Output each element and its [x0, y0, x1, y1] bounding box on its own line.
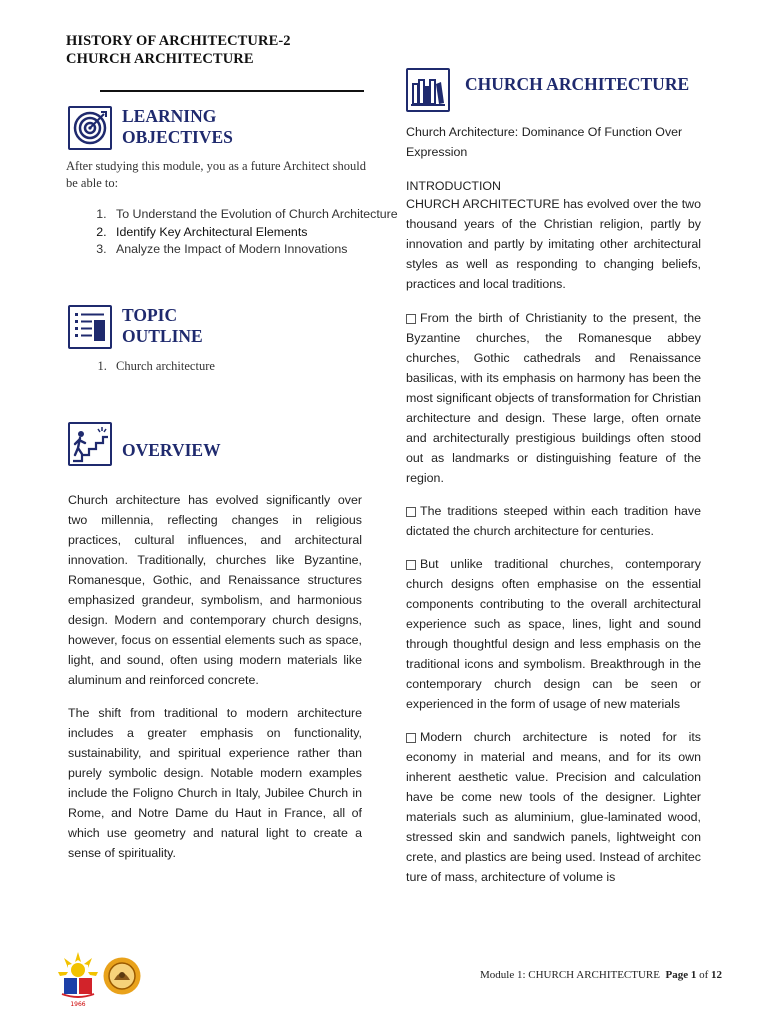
learning-objectives-title [122, 106, 233, 148]
header-module-title: CHURCH ARCHITECTURE [66, 51, 254, 67]
bullet-text: From the birth of Christianity to the present, the Byzantine churches, the Romanesque abbey churches, Gothic cathedrals and Renaissance basilicas, with its emphasis on harmony has been the most significant objects of transformation for Christian architecture and design. These large, often ornate and architecturally prestigious buildings often stood out as landmarks or distinguishing feature of the region. [406, 311, 701, 485]
list-item: 3. Analyze the Impact of Modern Innovations [110, 241, 410, 259]
footer-module: Module 1: CHURCH ARCHITECTURE [480, 969, 660, 981]
bullet-glyph-icon [406, 733, 416, 743]
institution-logo [56, 950, 100, 1008]
bookshelf-icon [406, 68, 450, 112]
overview-paragraph-1: Church architecture has evolved significantly over two millennia, reflecting changes in religious practices, cultural influences, and architectural innovation. Traditionally, churches like Byzantine, Romanesque, Gothic, and Renaissance structures emphasized grandeur, symbolism, and harmonious design. Modern and contemporary church designs, however, focus on essential elements such as space, light, and sound, often using modern materials like aluminum and reinforced concrete. [68, 493, 362, 687]
topic-list [66, 358, 410, 375]
list-item: 1. To Understand the Evolution of Church Architecture [110, 206, 410, 224]
document-header [66, 32, 291, 68]
footer-page-label: Page [665, 969, 689, 981]
footer-page-total: 12 [711, 969, 723, 981]
footer-of: of [699, 969, 709, 981]
stairs-climber-icon [68, 422, 112, 466]
bullet-paragraph-4 [406, 727, 701, 887]
bullet-text: The traditions steeped within each tradition have dictated the church architecture for centuries. [406, 504, 701, 538]
page-footer [480, 969, 722, 981]
header-divider [100, 90, 364, 92]
logo-year: 1966 [70, 1001, 86, 1008]
bullet-glyph-icon [406, 314, 416, 324]
topic-outline-title [122, 305, 203, 347]
overview-title: OVERVIEW [122, 440, 221, 460]
learning-title-line2: OBJECTIVES [122, 127, 233, 147]
objectives-list [66, 206, 410, 259]
bullet-paragraph-2 [406, 501, 701, 541]
list-item: 1. Church architecture [110, 358, 410, 375]
church-architecture-title: CHURCH ARCHITECTURE [465, 74, 690, 94]
bullet-text: Modern church architecture is noted for its economy in material and means, and for its own inherent aesthetic value. Precision and calculation have be come new tools of the designer. Lighter materials such as aluminium, glue-laminated wood, stressed skin and sandwich panels, lightweight con crete, and plastics are being used. Instead of architec ture of mass, architecture of volume is [406, 730, 701, 884]
topic-title-line1: TOPIC [122, 305, 178, 325]
learning-title-line1: LEARNING [122, 106, 217, 126]
list-item: 2. Identify Key Architectural Elements [110, 224, 410, 242]
right-subtitle: Church Architecture: Dominance Of Function Over Expression [406, 125, 683, 159]
right-column [406, 122, 701, 887]
learning-intro: After studying this module, you as a future Architect should be able to: [66, 159, 366, 190]
footer-page-number: 1 [690, 969, 697, 981]
outline-document-icon [68, 305, 112, 349]
introduction-label: INTRODUCTION [406, 179, 501, 193]
header-course-title: HISTORY OF ARCHITECTURE-2 [66, 33, 291, 49]
bullet-paragraph-3 [406, 554, 701, 714]
bullet-glyph-icon [406, 507, 416, 517]
overview-body [68, 490, 362, 863]
target-icon [68, 106, 112, 150]
topic-title-line2: OUTLINE [122, 326, 203, 346]
bullet-paragraph-1 [406, 308, 701, 488]
introduction-text: CHURCH ARCHITECTURE has evolved over the two thousand years of the Christian religion, partly by innovation and partly by imitating other architectural styles as well as responding to changing beliefs, practices and local traditions. [406, 197, 701, 291]
overview-paragraph-2: The shift from traditional to modern architecture includes a greater emphasis on functionality, sustainability, and spiritual experience rather than purely symbolic design. Notable modern examples include the Foligno Church in Italy, Jubilee Church in Rome, and Notre Dame du Haut in France, all of which use geometry and natural light to create a sense of spirituality. [68, 706, 362, 860]
bullet-glyph-icon [406, 560, 416, 570]
seal-icon [102, 956, 142, 996]
bullet-text: But unlike traditional churches, contemporary church designs often emphasise on the essential components contributing to the overall architectural experience such as space, lines, light and sound through thoughtful design and less emphasis on the traditional icons and symbolism. Breakthrough in the contemporary church design can be seen or experienced in the form of usage of new materials [406, 557, 701, 711]
